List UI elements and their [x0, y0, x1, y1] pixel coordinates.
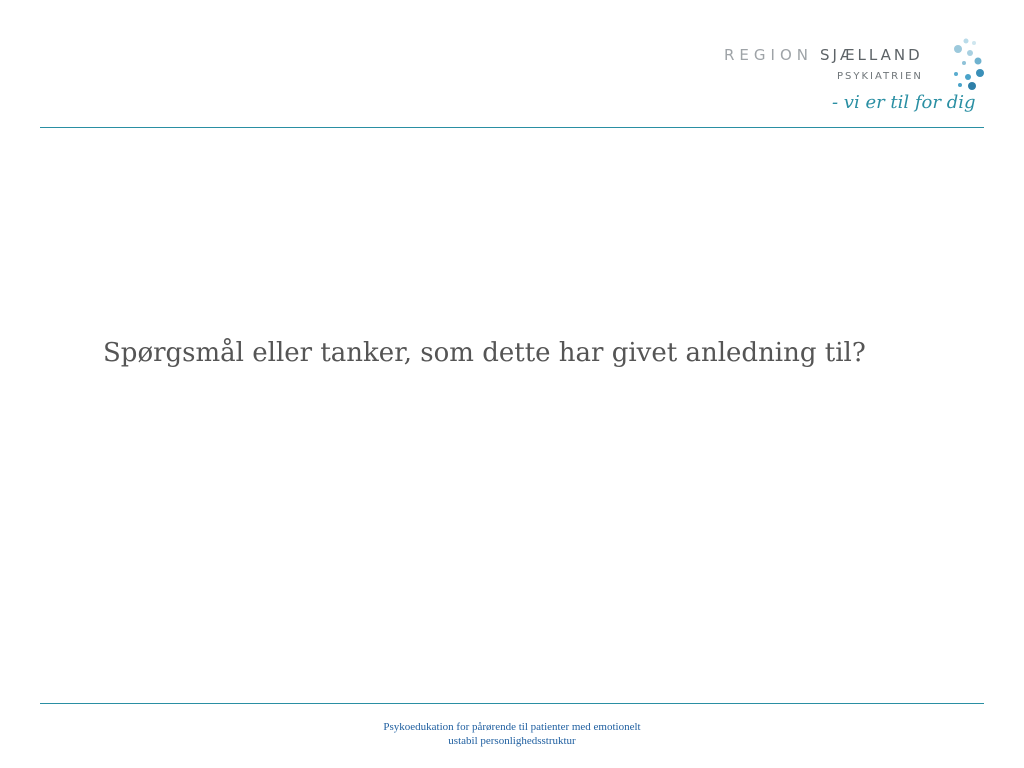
logo-region-word: REGION — [724, 46, 813, 64]
footer-line-2: ustabil personlighedsstruktur — [448, 735, 576, 747]
dots-circle-icon — [946, 36, 986, 92]
logo-tagline: - vi er til for dig — [832, 92, 976, 113]
footer-caption — [312, 720, 712, 748]
footer-line-1: Psykoedukation for pårørende til patienter med emotionelt — [383, 721, 641, 733]
logo-sjaelland-word: SJÆLLAND — [820, 46, 923, 64]
logo-subtitle: PSYKIATRIEN — [837, 71, 923, 82]
header-divider — [40, 127, 984, 128]
region-sjaelland-logo — [720, 36, 990, 126]
footer-divider — [40, 703, 984, 704]
question-text: Spørgsmål eller tanker, som dette har givet anledning til? — [103, 338, 866, 368]
